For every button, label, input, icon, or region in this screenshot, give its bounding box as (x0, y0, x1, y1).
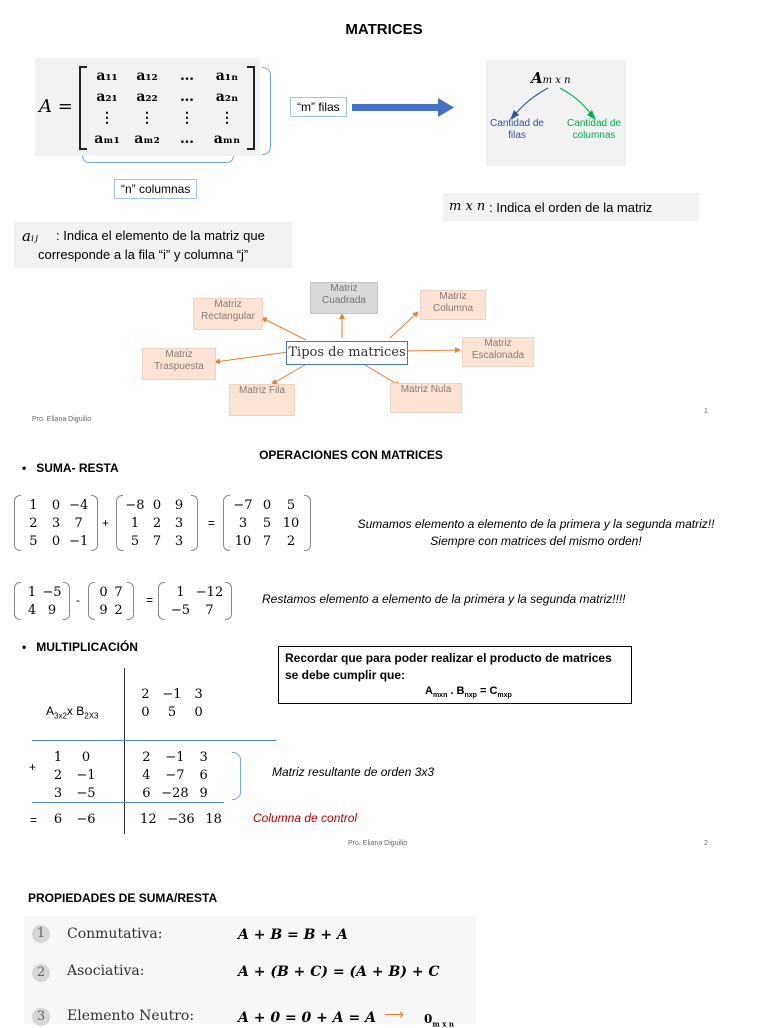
operations-title: OPERACIONES CON MATRICES (259, 448, 443, 462)
matrix-cell: 3 (51, 516, 61, 531)
matrix-cell: 0 (51, 534, 61, 549)
general-matrix-cell: ⋮ (140, 110, 154, 126)
mult-label: $A_{3x2}x$ $B_{2X3}$ (46, 704, 99, 721)
sum-matrix-2 (116, 495, 198, 551)
matrix-cell: 9 (174, 498, 184, 513)
matrix-cell: 1 (53, 750, 63, 765)
sum-operator: + (102, 516, 110, 530)
element-text-2: corresponde a la fila “i” y columna “j” (38, 247, 249, 262)
properties-title: PROPIEDADES DE SUMA/RESTA (28, 891, 218, 905)
order-rows-text: Cantidad de filas (490, 118, 544, 141)
matrix-cell: 2 (152, 516, 162, 531)
element-text-1: : Indica el elemento de la matriz que (56, 228, 265, 243)
footer-author-2: Pro. Eliana Diguilio (348, 840, 408, 847)
matrix-cell: −1 (162, 687, 182, 702)
reminder-line-2: se debe cumplir que: (285, 668, 406, 682)
matrix-cell: 2 (142, 750, 151, 765)
order-note-symbol: m x n (449, 199, 486, 214)
matrix-cell: 3 (238, 516, 248, 531)
matrix-cell: 7 (262, 534, 272, 549)
matrix-cell: 0 (141, 705, 150, 720)
general-matrix-cell: a₁₂ (136, 68, 158, 84)
matrix-cell: 5 (167, 705, 177, 720)
matrix-cell: 1 (176, 585, 185, 600)
matrix-cell: 7 (74, 516, 83, 531)
matrix-cell: −4 (69, 498, 89, 513)
control-cell: −36 (167, 812, 195, 827)
general-matrix-cell: a₂ₙ (215, 89, 239, 105)
matrix-cell: 0 (99, 585, 108, 600)
type-cuadrada: Matriz Cuadrada (310, 282, 378, 314)
matrix-cell: 2 (141, 687, 150, 702)
element-symbol: aᵢⱼ (22, 227, 38, 245)
matrix-cell: −1 (76, 768, 96, 783)
matrix-cell: −5 (42, 585, 62, 600)
matrix-cell: 10 (234, 534, 252, 549)
type-rectangular: Matriz Rectangular (193, 298, 263, 330)
rows-label: “m” filas (290, 97, 347, 117)
mult-heading: • MULTIPLICACIÓN (22, 640, 138, 654)
matrix-cell: 0 (51, 498, 61, 513)
general-matrix-cell: a₂₂ (136, 89, 158, 105)
general-matrix-cell: … (180, 131, 194, 147)
reminder-line-1: Recordar que para poder realizar el producto de matrices (285, 651, 612, 665)
general-matrix-panel (35, 58, 260, 156)
general-matrix-cell: a₁ₙ (215, 68, 239, 84)
order-tree-arrows-icon (486, 60, 626, 166)
mult-matrix-c (132, 749, 218, 803)
sub-note: Restamos elemento a elemento de la primera y la segunda matriz!!!! (262, 592, 626, 606)
order-tree-panel (486, 60, 626, 166)
mult-result-note: Matriz resultante de orden 3x3 (272, 765, 435, 779)
property-2-formula: A + (B + C) = (A + B) + C (238, 964, 440, 980)
matrix-cell: 4 (27, 603, 37, 618)
control-cell: 18 (205, 812, 222, 827)
matrix-cell: 5 (286, 498, 296, 513)
mult-divider-top (32, 740, 276, 741)
matrix-cell: −1 (69, 534, 89, 549)
general-matrix-cell: a₁₁ (96, 68, 118, 84)
matrix-cell: −7 (233, 498, 253, 513)
matrix-cell: 5 (130, 534, 140, 549)
neutral-zero-matrix: $0_{m x n}$ (424, 1012, 454, 1028)
property-3-number: 3 (32, 1008, 50, 1026)
general-matrix-cell: ⋮ (100, 110, 114, 126)
matrix-cell: 9 (199, 786, 208, 801)
type-columna: Matriz Columna (420, 290, 486, 320)
matrix-cell: −28 (161, 786, 189, 801)
order-note-text: : Indica el orden de la matriz (489, 200, 653, 215)
matrix-cell: 0 (194, 705, 203, 720)
control-equals: = (30, 813, 38, 827)
page-title-matrices: MATRICES (345, 21, 423, 38)
matrix-cell: 2 (286, 534, 296, 549)
matrix-cell: 2 (114, 603, 123, 618)
mult-matrix-b (132, 686, 212, 722)
cols-brace (82, 156, 234, 163)
types-center: Tipos de matrices (286, 341, 408, 365)
matrix-cell: −5 (76, 786, 96, 801)
matrix-cell: 4 (142, 768, 151, 783)
property-1-name: Conmutativa: (67, 926, 163, 942)
matrix-cell: 7 (114, 585, 123, 600)
matrix-cell: 0 (81, 750, 91, 765)
type-escalonada: Matriz Escalonada (462, 337, 534, 367)
matrix-cell: 6 (142, 786, 151, 801)
matrix-cell: −5 (170, 603, 191, 618)
general-matrix-cell: ⋮ (180, 110, 194, 126)
type-traspuesta: Matriz Traspuesta (142, 348, 216, 380)
control-cell: 6 (53, 812, 63, 827)
general-matrix-cell: ⋮ (220, 110, 234, 126)
matrix-cell: −12 (195, 585, 224, 600)
order-note (443, 193, 699, 221)
reminder-formula: $A_{mxn}$ . $B_{nxp} = C_{mxp}$ (425, 685, 512, 700)
matrix-cell: 3 (53, 786, 63, 801)
matrix-cell: 7 (152, 534, 162, 549)
result-brace (232, 752, 241, 800)
matrix-cell: −7 (165, 768, 185, 783)
matrix-cell: 3 (174, 516, 184, 531)
matrix-cell: 3 (174, 534, 184, 549)
matrix-cell: 2 (53, 768, 63, 783)
property-3-name: Elemento Neutro: (67, 1008, 195, 1024)
sum-heading: • SUMA- RESTA (22, 461, 119, 475)
matrix-cell: 10 (282, 516, 300, 531)
page-number-1: 1 (704, 408, 708, 415)
general-matrix (79, 66, 255, 150)
rows-brace (262, 67, 271, 155)
type-nula: Matriz Nula (390, 383, 462, 413)
sub-matrix-1 (14, 582, 70, 620)
general-matrix-cell: … (180, 68, 194, 84)
element-note (14, 222, 292, 268)
control-row-right (132, 811, 230, 829)
sum-matrix-result (223, 495, 311, 551)
matrix-cell: 1 (29, 498, 38, 513)
matrix-cell: 1 (27, 585, 37, 600)
general-matrix-cell: aₘ₂ (134, 131, 160, 147)
matrix-cell: −1 (165, 750, 185, 765)
sum-matrix-1 (14, 495, 98, 551)
matrix-cell: 0 (262, 498, 272, 513)
sum-note-1: Sumamos elemento a elemento de la primera y la segunda matriz!! (357, 517, 715, 531)
general-matrix-cell: aₘₙ (213, 131, 241, 147)
general-matrix-cell: aₘ₁ (94, 131, 120, 147)
right-arrow-icon (352, 97, 456, 119)
matrix-a-label: A = (39, 96, 73, 117)
matrix-cell: 3 (194, 687, 203, 702)
general-matrix-cell: … (180, 89, 194, 105)
sub-equals: = (146, 593, 154, 607)
matrix-cell: 2 (29, 516, 38, 531)
matrix-cell: −8 (125, 498, 145, 513)
general-matrix-cell: a₂₁ (96, 89, 118, 105)
property-1-formula: A + B = B + A (238, 927, 348, 943)
sub-matrix-result (158, 582, 232, 620)
page-number-2: 2 (704, 840, 708, 847)
matrix-cell: 9 (99, 603, 108, 618)
property-2-name: Asociativa: (67, 963, 145, 979)
control-row-left (44, 811, 100, 829)
control-cell: −6 (76, 812, 96, 827)
matrix-cell: 0 (152, 498, 162, 513)
cols-label: “n” columnas (114, 179, 197, 199)
sub-matrix-2 (88, 582, 134, 620)
neutral-arrow-icon: ⟶ (384, 1006, 405, 1022)
sum-equals: = (208, 516, 216, 530)
type-fila: Matriz Fila (229, 384, 295, 416)
mult-plus: + (29, 760, 37, 774)
matrix-cell: 6 (199, 768, 208, 783)
properties-panel (24, 916, 476, 1028)
mult-vertical-divider (124, 668, 125, 834)
order-symbol: Am x n (531, 69, 571, 87)
footer-author-1: Pro. Eliana Diguilio (32, 416, 92, 423)
control-cell: 12 (140, 812, 157, 827)
property-3-formula: A + 0 = 0 + A = A (238, 1010, 376, 1026)
sub-operator: - (76, 593, 80, 607)
mult-matrix-a (44, 749, 100, 803)
matrix-cell: 5 (262, 516, 272, 531)
product-reminder-box (278, 646, 632, 704)
sum-note (330, 516, 742, 550)
control-label: Columna de control (253, 811, 358, 825)
matrix-cell: 5 (29, 534, 38, 549)
sum-note-2: Siempre con matrices del mismo orden! (430, 534, 642, 548)
matrix-cell: 1 (130, 516, 140, 531)
matrix-cell: 9 (47, 603, 57, 618)
order-cols-text: Cantidad de columnas (567, 118, 621, 141)
matrix-cell: 7 (205, 603, 214, 618)
property-1-number: 1 (32, 925, 50, 943)
property-2-number: 2 (32, 964, 50, 982)
matrix-cell: 3 (199, 750, 208, 765)
